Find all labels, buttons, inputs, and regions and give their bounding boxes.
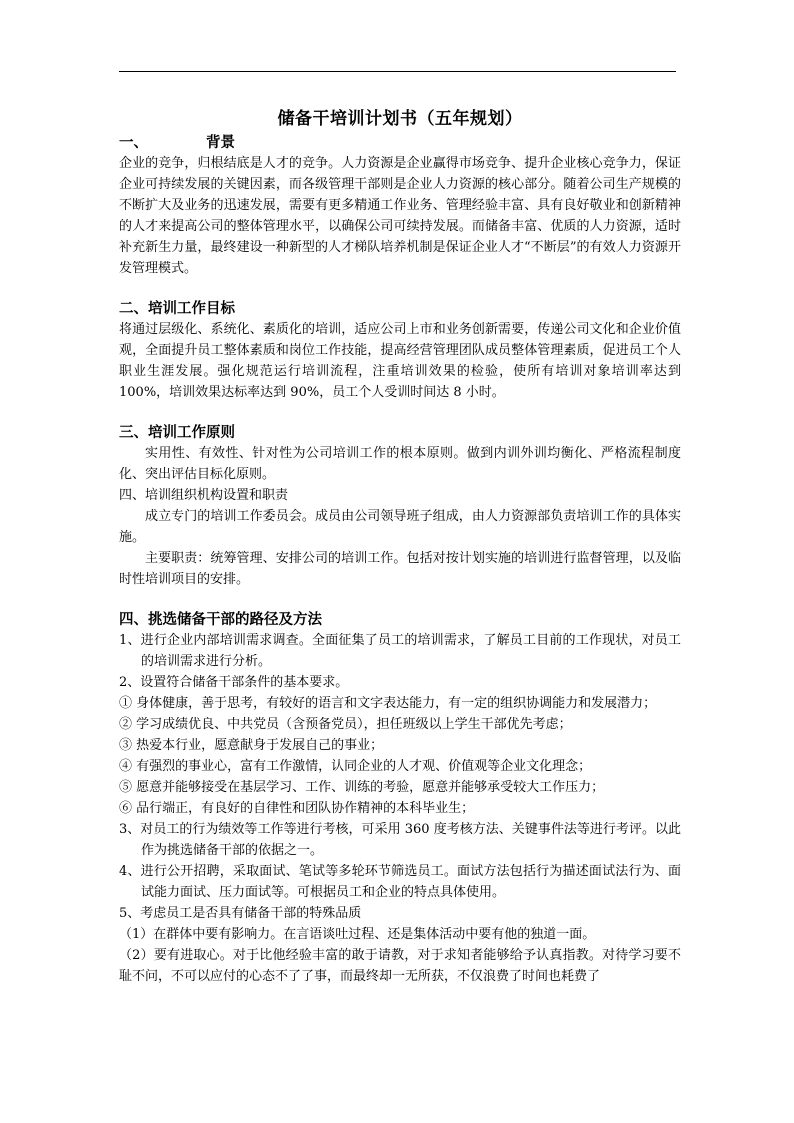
organization-paragraph: 成立专门的培训工作委员会。成员由公司领导班子组成，由人力资源部负责培训工作的具体实施。: [119, 509, 681, 545]
header-rule: [119, 71, 676, 72]
section-heading-selection: 四、挑选储备干部的路径及方法: [119, 611, 322, 628]
section-title: 背景: [206, 134, 235, 151]
list-item: 2、设置符合储备干部条件的基本要求。: [119, 675, 349, 690]
list-item: ④ 有强烈的事业心，富有工作激情，认同企业的人才观、价值观等企业文化理念；: [119, 759, 592, 774]
document-title: 储备干培训计划书（五年规划）: [277, 109, 523, 129]
organization-subheading: 四、培训组织机构设置和职责: [119, 488, 289, 503]
document-page: [119, 104, 681, 987]
list-item: 1、进行企业内部培训需求调查。全面征集了员工的培训需求，了解员工目前的工作现状，对员工的培训需求进行分析。: [119, 633, 681, 669]
list-item: 5、考虑员工是否具有储备干部的特殊品质: [119, 906, 362, 921]
list-item: 4、进行公开招聘，采取面试、笔试等多轮环节筛选员工。面试方法包括行为描述面试法行为、面试能力面试、压力面试等。可根据员工和企业的特点具体使用。: [119, 864, 681, 900]
list-item: ① 身体健康，善于思考，有较好的语言和文字表达能力，有一定的组织协调能力和发展潜力；: [119, 696, 657, 711]
duties-paragraph: 主要职责：统筹管理、安排公司的培训工作。包括对按计划实施的培训进行监督管理，以及临时性培训项目的安排。: [119, 551, 681, 587]
list-item: ② 学习成绩优良、中共党员（含预备党员），担任班级以上学生干部优先考虑；: [119, 717, 572, 732]
principles-paragraph: 实用性、有效性、针对性为公司培训工作的根本原则。做到内训外训均衡化、严格流程制度化、突出评估目标化原则。: [119, 446, 681, 482]
list-item: 3、对员工的行为绩效等工作等进行考核，可采用 360 度考核方法、关键事件法等进行考评。以此作为挑选储备干部的依据之一。: [119, 822, 681, 858]
section-number: 一、: [119, 134, 148, 151]
list-item: ⑤ 愿意并能够接受在基层学习、工作、训练的考验，愿意并能够承受较大工作压力；: [119, 780, 605, 795]
list-item: ⑥ 品行端正，有良好的自律性和团队协作精神的本科毕业生；: [119, 801, 475, 816]
list-item: （1）在群体中要有影响力。在言语谈吐过程、还是集体活动中要有他的独道一面。: [119, 927, 596, 942]
background-paragraph: 企业的竞争，归根结底是人才的竞争。人力资源是企业赢得市场竞争、提升企业核心竞争力，保证企业可持续发展的关键因素，而各级管理干部则是企业人力资源的核心部分。随着公司生产规模的不断扩大及业务的迅速发展，需要有更多精通工作业务、管理经验丰富、具有良好敬业和创新精神的人才来提高公司的整体管理水平，以确保公司可续持发展。而储备丰富、优质的人力资源，适时补充新生力量，最终建设一种新型的人才梯队培养机制是保证企业人才“不断层”的有效人力资源开发管理模式。: [119, 156, 681, 276]
section-heading-goals: 二、培训工作目标: [119, 300, 235, 317]
list-item: ③ 热爱本行业，愿意献身于发展自己的事业；: [119, 738, 384, 753]
section-heading-background: [119, 132, 681, 153]
goals-paragraph: 将通过层级化、系统化、素质化的培训，适应公司上市和业务创新需要，传递公司文化和企业价值观，全面提升员工整体素质和岗位工作技能，提高经营管理团队成员整体管理素质，促进员工个人职业生涯发展。强化规范运行培训流程，注重培训效果的检验，使所有培训对象培训率达到 100%，培训效果达标率达到 90%，员工个人受训时间达 8 小时。: [119, 322, 681, 400]
list-item: （2）要有进取心。对于比他经验丰富的敢于请教，对于求知者能够给予认真指教。对待学习要不耻不问，不可以应付的心态不了了事，而最终却一无所获，不仅浪费了时间也耗费了: [119, 948, 681, 984]
section-heading-principles: 三、培训工作原则: [119, 424, 235, 441]
